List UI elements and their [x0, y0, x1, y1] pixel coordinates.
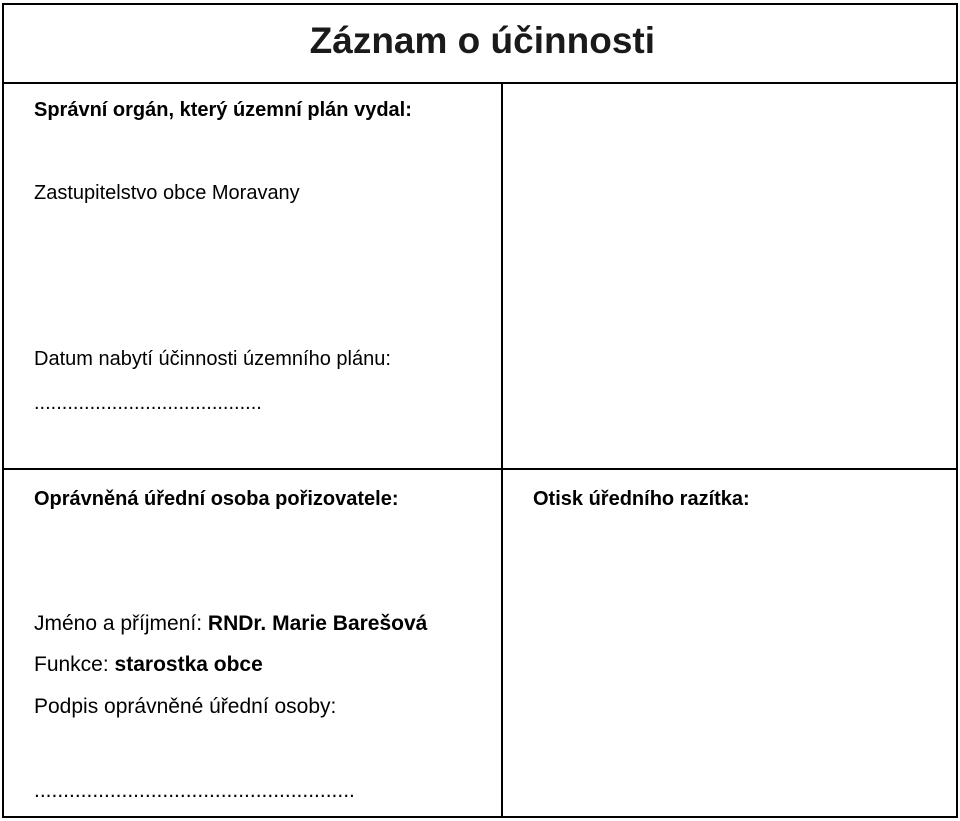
effective-date-blank: .........................................: [34, 392, 262, 414]
title-divider: [2, 82, 958, 84]
authority-label: Správní orgán, který územní plán vydal:: [34, 99, 412, 121]
function-label: Funkce:: [34, 653, 109, 676]
effective-date-label: Datum nabytí účinnosti územního plánu:: [34, 348, 391, 370]
function-line: [34, 653, 263, 677]
stamp-label: Otisk úředního razítka:: [533, 488, 750, 510]
signature-label: Podpis oprávněné úřední osoby:: [34, 695, 337, 718]
column-divider: [501, 82, 503, 818]
section-divider: [2, 468, 958, 470]
authorized-person-label: Oprávněná úřední osoba pořizovatele:: [34, 488, 399, 510]
signature-blank: .......................................................: [34, 779, 355, 802]
authority-value: Zastupitelstvo obce Moravany: [34, 182, 300, 204]
name-value: RNDr. Marie Barešová: [207, 612, 428, 635]
name-label: Jméno a příjmení:: [34, 612, 203, 635]
function-value: starostka obce: [114, 653, 263, 676]
name-line: [34, 612, 427, 636]
page-title: Záznam o účinnosti: [309, 20, 655, 61]
